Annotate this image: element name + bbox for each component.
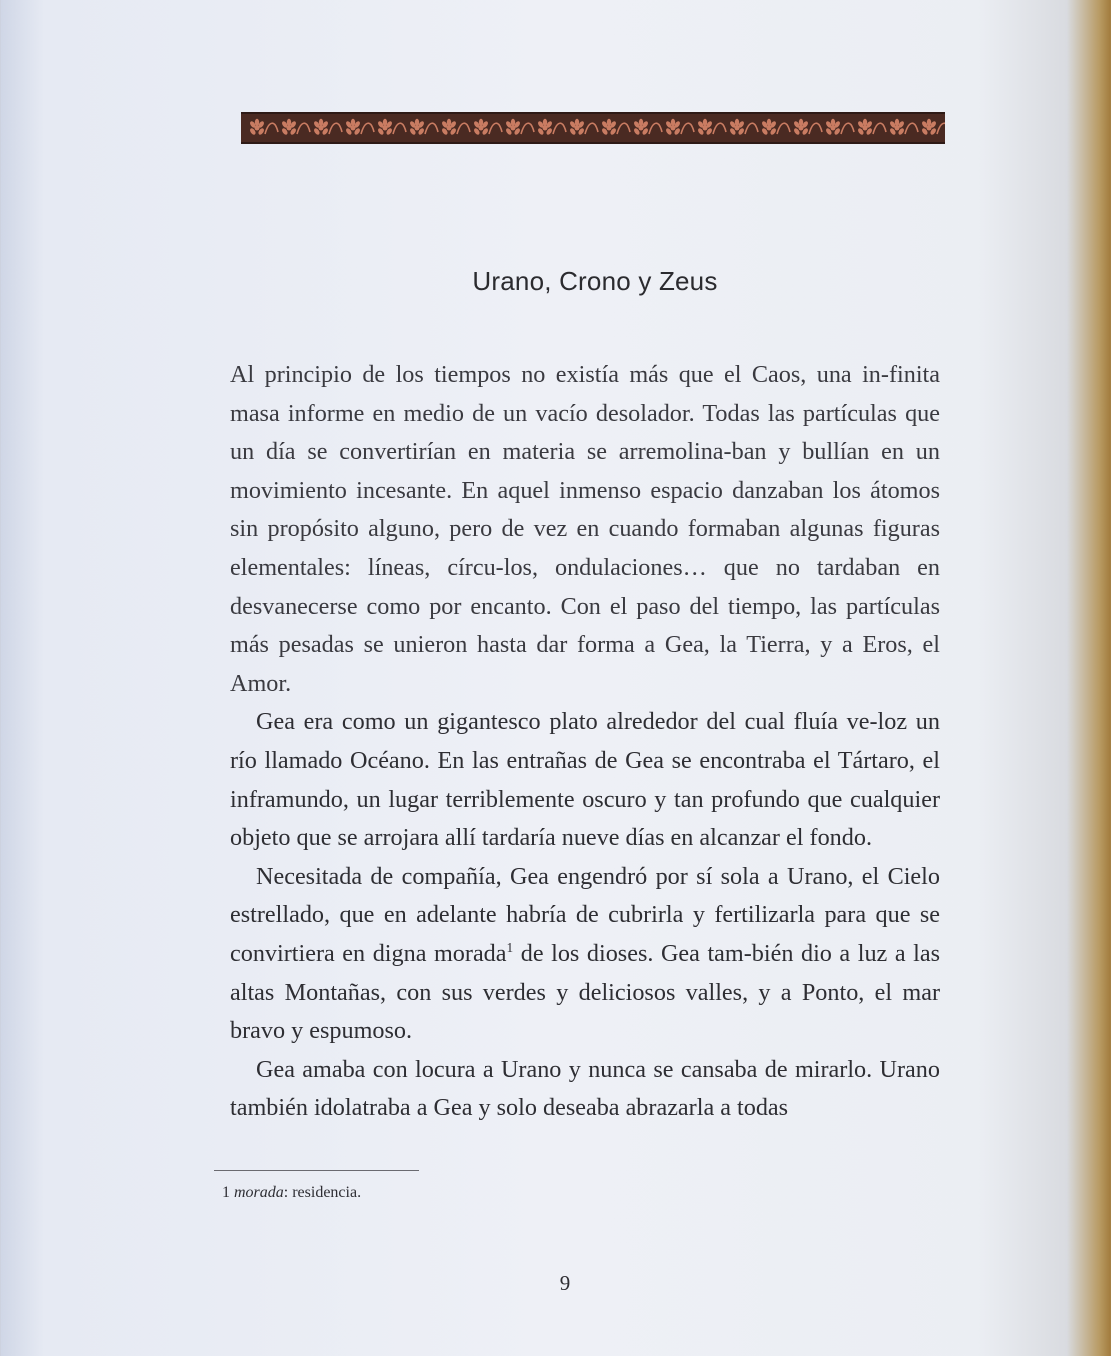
decorative-border-band	[241, 112, 945, 144]
body-text	[230, 356, 940, 1128]
footnote-definition: : residencia.	[283, 1184, 362, 1201]
floral-motif-icon	[473, 119, 502, 136]
floral-pattern-icon	[241, 114, 945, 142]
paragraph: Gea era como un gigantesco plato alrededor del cual fluía ve-loz un río llamado Océano. En las entrañas de Gea se encontraba el Tártaro, el inframundo, un lugar terriblemente oscuro y tan profundo que cualquier objeto que se arrojara allí tardaría nueve días en alcanzar el fondo.	[230, 708, 940, 852]
paragraph-text: Necesitada de compañía, Gea engendró por sí sola a Urano, el Cielo estrellado, que en adelante habría de cubrirla y fertilizarla para que se convirtiera en digna morada	[230, 862, 940, 967]
floral-motif-icon	[505, 119, 534, 136]
floral-motif-icon	[697, 119, 726, 136]
paragraph: Gea amaba con locura a Urano y nunca se cansaba de mirarlo. Urano también idolatraba a Gea y solo deseaba abrazarla a todas	[230, 1055, 940, 1122]
footnote-divider	[214, 1170, 419, 1171]
floral-motif-icon	[889, 119, 918, 136]
floral-motif-icon	[633, 119, 662, 136]
floral-motif-icon	[857, 119, 886, 136]
floral-motif-icon	[249, 119, 278, 136]
page-number: 9	[559, 1271, 571, 1295]
chapter-title: Urano, Crono y Zeus	[472, 266, 718, 296]
floral-motif-icon	[313, 119, 342, 136]
floral-motif-icon	[921, 119, 945, 136]
floral-motif-icon	[409, 119, 438, 136]
floral-motif-icon	[537, 119, 566, 136]
floral-motif-icon	[729, 119, 758, 136]
footnote-term: morada	[234, 1184, 284, 1201]
floral-motif-icon	[825, 119, 854, 136]
floral-motif-icon	[793, 119, 822, 136]
paragraph: Al principio de los tiempos no existía más que el Caos, una in-finita masa informe en medio de un vacío desolador. Todas las partículas que un día se convertirían en materia se arremolina-ban y bullían en un movimiento incesante. En aquel inmenso espacio danzaban los átomos sin propósito alguno, pero de vez en cuando formaban algunas figuras elementales: líneas, círcu-los, ondulaciones… que no tardaban en desvanecerse como por encanto. Con el paso del tiempo, las partículas más pesadas se unieron hasta dar forma a Gea, la Tierra, y a Eros, el Amor.	[230, 361, 940, 697]
floral-motif-icon	[665, 119, 694, 136]
floral-motif-icon	[345, 119, 374, 136]
floral-motif-icon	[601, 119, 630, 136]
floral-motif-icon	[377, 119, 406, 136]
footnote-reference: 1	[506, 939, 514, 955]
floral-motif-icon	[281, 119, 310, 136]
floral-motif-icon	[761, 119, 790, 136]
floral-motif-icon	[569, 119, 598, 136]
paragraph-text: de los dioses. Gea tam-bién dio a luz a las altas Montañas, con sus verdes y deliciosos valles, y a Ponto, el mar bravo y espumoso.	[230, 939, 940, 1045]
footnote	[222, 1184, 361, 1202]
paragraph	[230, 858, 940, 1051]
footnote-number: 1	[222, 1184, 230, 1201]
floral-motif-icon	[441, 119, 470, 136]
